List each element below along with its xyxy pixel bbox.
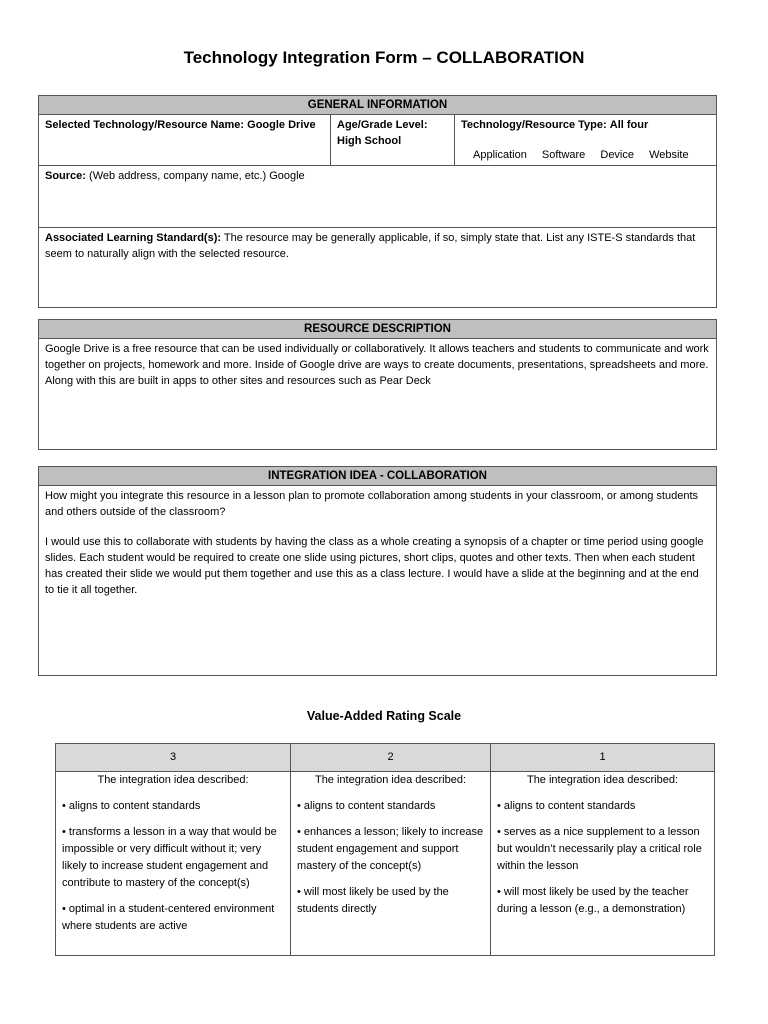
integration-idea-cell	[39, 486, 717, 676]
type-option-application: Application	[473, 149, 527, 161]
resource-name-label: Selected Technology/Resource Name:	[45, 119, 245, 131]
rating-3-bullet: • transforms a lesson in a way that would be impossible or very difficult without it; very likely to increase student engagement and contribute to mastery of the concept(s)	[62, 826, 277, 889]
resource-description-text: Google Drive is a free resource that can be used individually or collaboratively. It allows teachers and students to communicate and work together on projects, homework and more. Inside of Google drive are ways to create documents, presentations, spreadsheets and more. Along with this are built in apps to other sites and resources such as Pear Deck	[39, 339, 717, 450]
rating-1-cell	[491, 772, 715, 956]
resource-description-table	[38, 319, 717, 450]
rating-2-bullet: • aligns to content standards	[297, 800, 436, 812]
rating-scale-table	[55, 743, 715, 956]
standards-text: The resource may be generally applicable, if so, simply state that. List any ISTE-S standards that seem to naturally align with the selected resource.	[45, 232, 696, 260]
standards-label: Associated Learning Standard(s):	[45, 232, 222, 244]
rating-1-bullet: • will most likely be used by the teacher during a lesson (e.g., a demonstration)	[497, 886, 689, 915]
type-option-device: Device	[600, 149, 634, 161]
rating-3-header: 3	[56, 744, 291, 772]
rating-2-cell	[291, 772, 491, 956]
rating-2-bullet: • will most likely be used by the students directly	[297, 886, 449, 915]
age-grade-cell	[331, 115, 455, 166]
resource-type-value: All four	[609, 119, 649, 131]
resource-type-label: Technology/Resource Type:	[461, 119, 607, 131]
rating-3-bullet: • optimal in a student-centered environment where students are active	[62, 903, 275, 932]
resource-description-header: RESOURCE DESCRIPTION	[39, 320, 717, 339]
age-grade-label: Age/Grade Level:	[337, 119, 428, 131]
type-option-website: Website	[649, 149, 689, 161]
rating-3-cell	[56, 772, 291, 956]
integration-question: How might you integrate this resource in a lesson plan to promote collaboration among students in your classroom, or among students and others outside of the classroom?	[45, 490, 699, 518]
source-value: Google	[269, 170, 305, 182]
rating-1-intro: The integration idea described:	[526, 774, 679, 786]
resource-name-cell	[39, 115, 331, 166]
rating-1-header: 1	[491, 744, 715, 772]
type-option-software: Software	[541, 149, 586, 161]
rating-2-bullet: • enhances a lesson; likely to increase student engagement and support mastery of the concept(s)	[297, 826, 484, 872]
source-cell	[39, 166, 717, 228]
general-information-table	[38, 95, 717, 308]
source-hint: (Web address, company name, etc.)	[89, 170, 267, 182]
standards-cell	[39, 228, 717, 308]
rating-3-bullet: • aligns to content standards	[62, 800, 201, 812]
rating-1-bullet: • aligns to content standards	[497, 800, 636, 812]
rating-1-bullet: • serves as a nice supplement to a lesson but wouldn’t necessarily play a critical role within the lesson	[497, 826, 702, 872]
resource-type-options	[461, 147, 710, 163]
general-information-header: GENERAL INFORMATION	[39, 96, 717, 115]
age-grade-value: High School	[337, 135, 402, 147]
source-label: Source:	[45, 170, 86, 182]
integration-idea-header: INTEGRATION IDEA - COLLABORATION	[39, 467, 717, 486]
integration-idea-table	[38, 466, 717, 676]
rating-scale-title: Value-Added Rating Scale	[306, 709, 462, 723]
resource-type-cell	[455, 115, 717, 166]
rating-2-intro: The integration idea described:	[314, 774, 467, 786]
integration-answer: I would use this to collaborate with students by having the class as a whole creating a synopsis of a chapter or time period using google slides. Each student would be required to create one slide using pictures, short clips, quotes and other texts. Then when each student has created their slide we would put them together and use this as a class lecture. I would have a slide at the beginning and at the end to tie it all together.	[45, 536, 704, 596]
resource-name-value: Google Drive	[247, 119, 316, 131]
rating-3-intro: The integration idea described:	[97, 774, 249, 786]
form-title: Technology Integration Form – COLLABORATION	[183, 48, 585, 67]
rating-2-header: 2	[291, 744, 491, 772]
